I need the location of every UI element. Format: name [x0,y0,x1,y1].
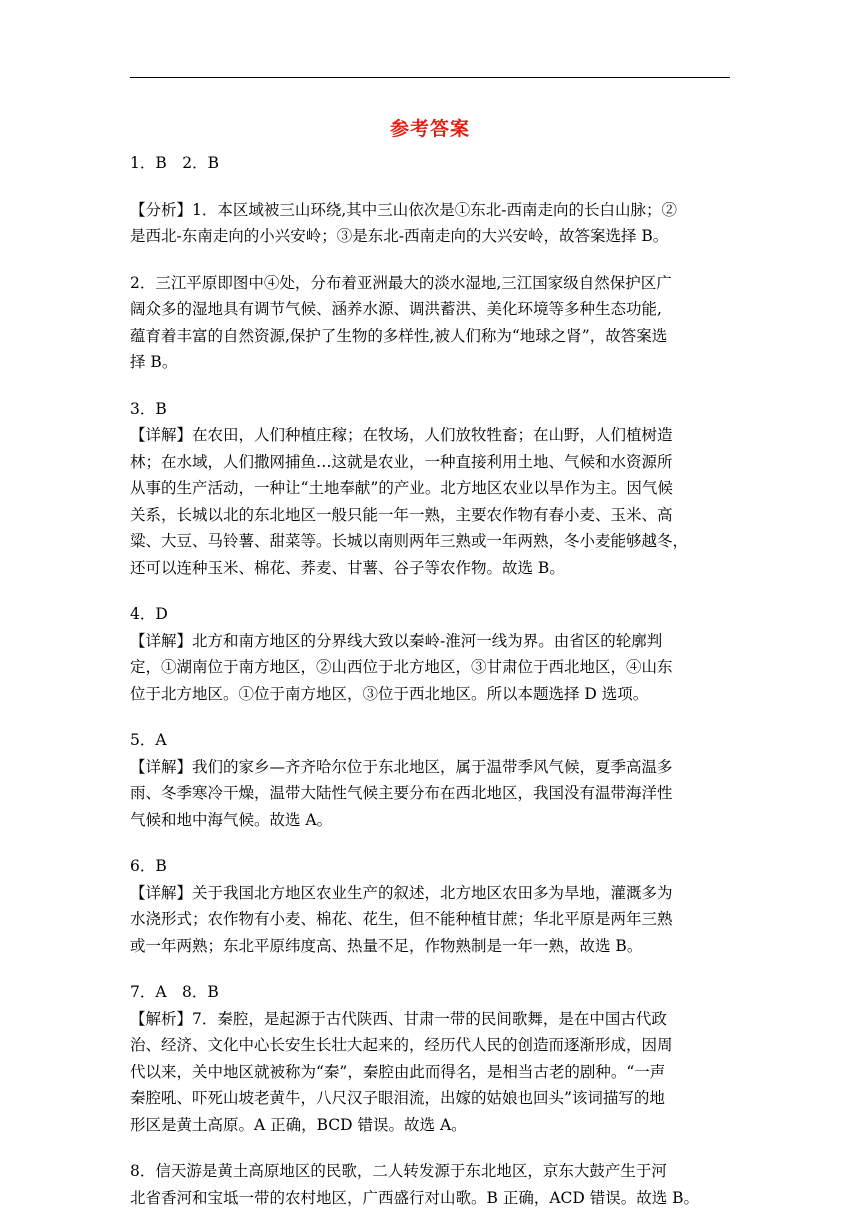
answer-line: 关系，长城以北的东北地区一般只能一年一熟，主要农作物有春小麦、玉米、高 [130,505,673,524]
answer-block [130,601,734,707]
answer-block [130,270,734,376]
answer-line: 2．三江平原即图中④处，分布着亚洲最大的淡水湿地,三江国家级自然保护区广 [130,273,672,292]
answer-line: 6．B [130,857,167,875]
header-rule [130,77,730,78]
answer-line: 蕴育着丰富的自然资源,保护了生物的多样性,被人们称为“地球之肾”，故答案选 [130,326,668,345]
answer-content [130,150,734,1231]
answer-line: 治、经济、文化中心长安生长壮大起来的，经历代人民的创造而逐渐形成，因周 [130,1036,673,1054]
answer-line: 【详解】北方和南方地区的分界线大致以秦岭-淮河一线为界。由省区的轮廓判 [130,631,663,650]
answer-block [130,853,734,959]
answer-line: 【详解】关于我国北方地区农业生产的叙述，北方地区农田多为旱地，灌溉多为 [130,883,673,902]
answer-line: 【分析】1．本区域被三山环绕,其中三山依次是①东北-西南走向的长白山脉；② [130,200,678,219]
answer-line: 【详解】我们的家乡—齐齐哈尔位于东北地区，属于温带季风气候，夏季高温多 [130,757,673,776]
answer-line: 雨、冬季寒冷干燥，温带大陆性气候主要分布在西北地区，我国没有温带海洋性 [130,784,673,802]
answer-line: 还可以连种玉米、棉花、荞麦、甘薯、谷子等农作物。故选 B。 [130,558,565,577]
answer-line: 北省香河和宝坻一带的农村地区，广西盛行对山歌。B 正确，ACD 错误。故选 B。 [130,1188,700,1207]
answer-line: 代以来，关中地区就被称为“秦”，秦腔由此而得名，是相当古老的剧种。“一声 [130,1062,666,1081]
answer-line: 8．信天游是黄土高原地区的民歌，二人转发源于东北地区，京东大鼓产生于河 [130,1162,667,1180]
answer-line: 5．A [130,731,167,749]
answer-line: 7．A 8．B [130,983,219,1001]
answer-line: 4．D [130,605,168,623]
answer-block [130,979,734,1138]
answer-line: 1．B 2．B [130,154,220,172]
answer-block [130,1158,734,1211]
answer-line: 阔众多的湿地具有调节气候、涵养水源、调洪蓄洪、美化环境等多种生态功能, [130,300,662,318]
answer-line: 是西北-东南走向的小兴安岭；③是东北-西南走向的大兴安岭，故答案选择 B。 [130,227,669,245]
answer-block [130,727,734,833]
answer-line: 粱、大豆、马铃薯、甜菜等。长城以南则两年三熟或一年两熟，冬小麦能够越冬， [130,532,689,550]
answer-line: 位于北方地区。①位于南方地区，③位于西北地区。所以本题选择 D 选项。 [130,684,649,703]
answer-line: 或一年两熟；东北平原纬度高、热量不足，作物熟制是一年一熟，故选 B。 [130,936,643,955]
answer-line: 3．B [130,399,167,418]
answer-line: 从事的生产活动，一种让“土地奉献”的产业。北方地区农业以旱作为主。因气候 [130,479,673,497]
answer-block [130,150,734,177]
answer-line: 形区是黄土高原。A 正确，BCD 错误。故选 A。 [130,1115,467,1134]
answer-line: 气候和地中海气候。故选 A。 [130,810,333,829]
answer-line: 秦腔吼、吓死山坡老黄牛，八尺汉子眼泪流，出嫁的姑娘也回头”该词描写的地 [130,1089,665,1107]
answer-block [130,396,734,582]
answer-line: 林；在水域，人们撒网捕鱼…这就是农业，一种直接利用土地、气候和水资源所 [130,452,673,471]
page-title: 参考答案 [389,118,470,140]
answer-block [130,197,734,250]
answer-line: 定，①湖南位于南方地区，②山西位于北方地区，③甘肃位于西北地区，④山东 [130,658,673,676]
answer-line: 择 B。 [130,353,178,371]
answer-line: 【详解】在农田，人们种植庄稼；在牧场，人们放牧牲畜；在山野，人们植树造 [130,426,673,444]
answer-line: 水浇形式；农作物有小麦、棉花、花生，但不能种植甘蔗；华北平原是两年三熟 [130,910,673,928]
answer-line: 【解析】7．秦腔，是起源于古代陕西、甘肃一带的民间歌舞，是在中国古代政 [130,1009,667,1028]
